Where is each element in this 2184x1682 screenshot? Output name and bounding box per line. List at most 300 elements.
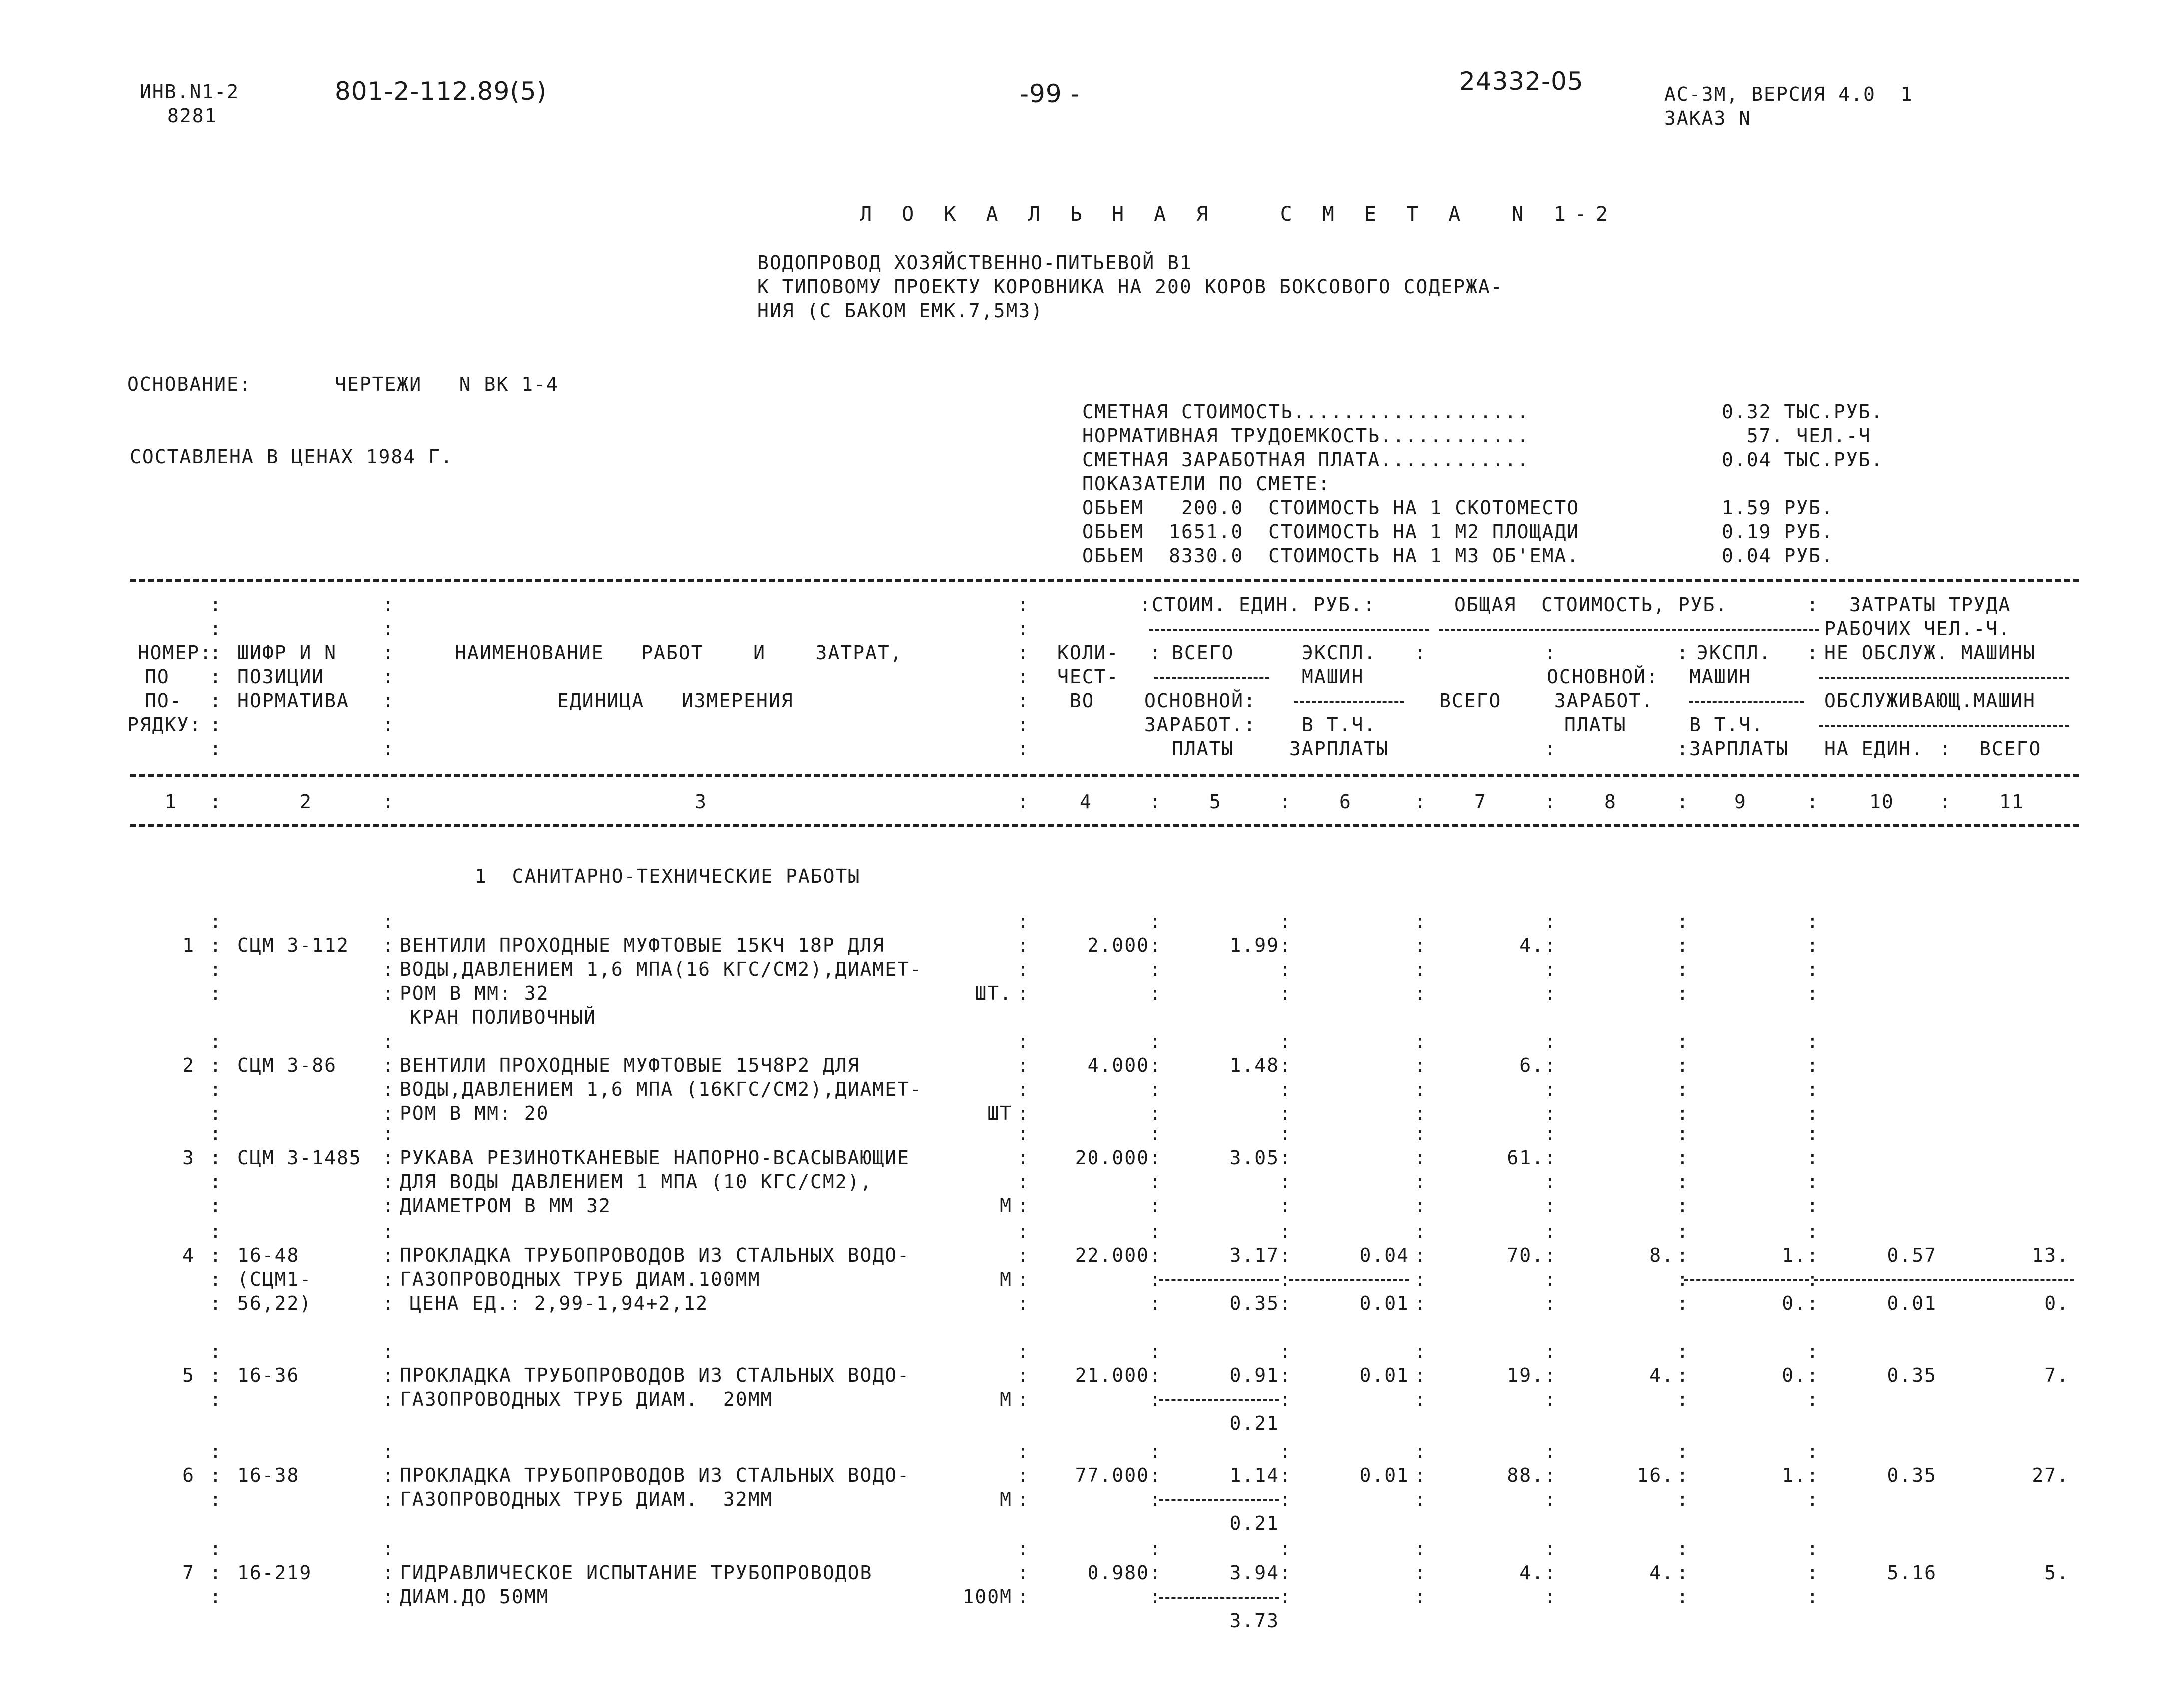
row-separator: : xyxy=(1149,1147,1161,1169)
row-description: ВЕНТИЛИ ПРОХОДНЫЕ МУФТОВЫЕ 15Ч8Р2 ДЛЯ xyxy=(400,1054,860,1076)
row-separator: : xyxy=(1544,910,1556,932)
row-separator: : xyxy=(1149,1388,1161,1410)
row-code: (СЦМ1- xyxy=(237,1268,312,1290)
row-separator: : xyxy=(1279,1586,1291,1608)
header-col11: ВСЕГО xyxy=(1979,738,2042,760)
row-separator: : xyxy=(382,1464,394,1486)
header-separator: : xyxy=(1677,642,1688,664)
row-description: РУКАВА РЕЗИНОТКАНЕВЫЕ НАПОРНО-ВСАСЫВАЮЩИЕ xyxy=(400,1147,910,1169)
row-separator: : xyxy=(382,1054,394,1076)
row-separator: : xyxy=(1677,1123,1688,1145)
row-separator: : xyxy=(1017,1195,1029,1217)
column-number-separator: : xyxy=(1414,791,1426,813)
header-separator: : xyxy=(1017,738,1029,760)
row-note: КРАН ПОЛИВОЧНЫЙ xyxy=(410,1006,597,1028)
row-separator: : xyxy=(1544,1123,1556,1145)
row-separator: : xyxy=(210,1195,221,1217)
row-separator: : xyxy=(210,1220,221,1242)
header-separator: : xyxy=(210,618,221,640)
section-title: 1 САНИТАРНО-ТЕХНИЧЕСКИЕ РАБОТЫ xyxy=(475,865,861,887)
row-separator: : xyxy=(1149,1464,1161,1486)
inventory-code: 8281 xyxy=(167,105,217,127)
header-col8-1: ОСНОВНОЙ: xyxy=(1547,666,1659,688)
row-separator: : xyxy=(1017,982,1029,1004)
row-separator: : xyxy=(1279,1102,1291,1124)
row-total: 19. xyxy=(1507,1364,1544,1386)
row-separator: : xyxy=(210,1388,221,1410)
header-col6-3: В Т.Ч. xyxy=(1302,714,1377,736)
column-number: 8 xyxy=(1604,791,1617,813)
header-separator: : xyxy=(1414,642,1426,664)
row-separator: : xyxy=(1677,1244,1688,1266)
row-separator: : xyxy=(1414,1268,1426,1290)
row-separator: : xyxy=(1149,958,1161,980)
row-separator: : xyxy=(1149,1171,1161,1193)
row-number: 3 xyxy=(182,1147,195,1169)
header-separator: : xyxy=(210,594,221,616)
row-separator: : xyxy=(1807,1364,1818,1386)
row-description: ДИАМЕТРОМ В ММ 32 xyxy=(400,1195,611,1217)
row-separator: : xyxy=(1149,1538,1161,1560)
row-separator: : xyxy=(1544,1340,1556,1362)
row-separator: : xyxy=(210,982,221,1004)
row-separator: : xyxy=(1414,1292,1426,1314)
row-description: ВЕНТИЛИ ПРОХОДНЫЕ МУФТОВЫЕ 15КЧ 18Р ДЛЯ xyxy=(400,934,885,956)
row-number: 4 xyxy=(182,1244,195,1266)
header-col6-1: ЭКСПЛ. xyxy=(1302,642,1377,664)
row-separator: : xyxy=(1544,1538,1556,1560)
row-separator: : xyxy=(1149,1195,1161,1217)
column-number: 5 xyxy=(1209,791,1222,813)
row-separator: : xyxy=(1807,1220,1818,1242)
header-separator: : xyxy=(1017,618,1029,640)
row-separator: : xyxy=(1017,1054,1029,1076)
row-total-wage: 8. xyxy=(1649,1244,1674,1266)
estimate-title: Л О К А Л Ь Н А Я С М Е Т А N 1-2 xyxy=(860,203,1617,226)
column-number: 9 xyxy=(1734,791,1747,813)
summary-label: СМЕТНАЯ ЗАРАБОТНАЯ ПЛАТА............ xyxy=(1082,449,1530,471)
header-separator: : xyxy=(382,666,394,688)
row-machine-divider xyxy=(1289,1279,1409,1281)
column-number: 7 xyxy=(1474,791,1487,813)
row-separator: : xyxy=(1677,1102,1688,1124)
row-description: ГАЗОПРОВОДНЫХ ТРУБ ДИАМ. 20ММ xyxy=(400,1388,773,1410)
row-labor-unit: 0.35 xyxy=(1887,1464,1937,1486)
header-separator: : xyxy=(210,738,221,760)
row-separator: : xyxy=(1017,1538,1029,1560)
summary-value: 1.59 РУБ. xyxy=(1722,497,1834,519)
row-separator: : xyxy=(1149,1440,1161,1462)
row-separator: : xyxy=(1544,1195,1556,1217)
row-separator: : xyxy=(382,1147,394,1169)
header-col10-1: НЕ ОБСЛУЖ. МАШИНЫ xyxy=(1824,642,2036,664)
row-separator: : xyxy=(1149,1364,1161,1386)
row-labor-divider xyxy=(1814,1279,2074,1281)
header-code-3: НОРМАТИВА xyxy=(237,690,349,712)
row-separator: : xyxy=(1017,1562,1029,1584)
row-separator: : xyxy=(1149,1030,1161,1052)
row-separator: : xyxy=(1807,958,1818,980)
row-separator: : xyxy=(1807,1268,1818,1290)
header-col9-1: ЭКСПЛ. xyxy=(1697,642,1772,664)
row-separator: : xyxy=(1807,1292,1818,1314)
row-separator: : xyxy=(1677,1030,1688,1052)
row-separator: : xyxy=(1677,1364,1688,1386)
row-separator: : xyxy=(382,1078,394,1100)
row-separator: : xyxy=(382,1102,394,1124)
header-num-4: РЯДКУ: xyxy=(127,714,202,736)
header-col9-4: ЗАРПЛАТЫ xyxy=(1689,738,1789,760)
row-quantity: 0.980 xyxy=(1087,1562,1149,1584)
column-number: 6 xyxy=(1339,791,1352,813)
row-separator: : xyxy=(1279,1244,1291,1266)
row-separator: : xyxy=(1414,934,1426,956)
row-separator: : xyxy=(1414,982,1426,1004)
header-desc-1: НАИМЕНОВАНИЕ РАБОТ И ЗАТРАТ, xyxy=(455,642,903,664)
row-separator: : xyxy=(1807,1147,1818,1169)
row-separator: : xyxy=(1807,1488,1818,1510)
row-separator: : xyxy=(1414,1078,1426,1100)
row-number: 7 xyxy=(182,1562,195,1584)
header-col6-2: МАШИН xyxy=(1302,666,1364,688)
row-separator: : xyxy=(1149,1292,1161,1314)
row-separator: : xyxy=(1677,1538,1688,1560)
row-unit-divider xyxy=(1159,1399,1279,1401)
header-col10-3: НА ЕДИН. xyxy=(1824,738,1924,760)
row-description: ВОДЫ,ДАВЛЕНИЕМ 1,6 МПА(16 КГС/СМ2),ДИАМЕТ- xyxy=(400,958,922,980)
row-separator: : xyxy=(1677,1220,1688,1242)
row-unit-total: 1.48 xyxy=(1229,1054,1279,1076)
row-description: ПРОКЛАДКА ТРУБОПРОВОДОВ ИЗ СТАЛЬНЫХ ВОДО- xyxy=(400,1244,910,1266)
row-separator: : xyxy=(1677,1078,1688,1100)
column-number-separator: : xyxy=(1279,791,1291,813)
row-separator: : xyxy=(1414,1054,1426,1076)
header-col10-divider-1 xyxy=(1819,677,2069,679)
header-total-cost-divider xyxy=(1439,629,1819,631)
row-separator: : xyxy=(210,1123,221,1145)
header-unit-cost-divider xyxy=(1149,629,1429,631)
row-number: 6 xyxy=(182,1464,195,1486)
table-top-rule xyxy=(130,579,2079,582)
row-total: 61. xyxy=(1507,1147,1544,1169)
row-separator: : xyxy=(382,1364,394,1386)
row-separator: : xyxy=(382,982,394,1004)
row-separator: : xyxy=(1807,1562,1818,1584)
header-mid-rule xyxy=(130,774,2079,777)
row-unit: М xyxy=(1000,1388,1012,1410)
column-number-separator: : xyxy=(1017,791,1029,813)
row-separator: : xyxy=(1149,1244,1161,1266)
header-qty-2: ЧЕСТ- xyxy=(1057,666,1119,688)
row-separator: : xyxy=(1017,958,1029,980)
row-separator: : xyxy=(1149,1078,1161,1100)
row-separator: : xyxy=(382,1440,394,1462)
row-number: 1 xyxy=(182,934,195,956)
row-separator: : xyxy=(1149,1054,1161,1076)
estimate-subtitle-2: К ТИПОВОМУ ПРОЕКТУ КОРОВНИКА НА 200 КОРОВ БОКСОВОГО СОДЕРЖА- xyxy=(757,276,1503,298)
row-labor-total-machine: 0. xyxy=(2044,1292,2069,1314)
row-separator: : xyxy=(210,934,221,956)
row-total-machine: 0. xyxy=(1782,1364,1807,1386)
row-separator: : xyxy=(1017,1340,1029,1362)
row-unit-total: 1.14 xyxy=(1229,1464,1279,1486)
row-separator: : xyxy=(1149,1268,1161,1290)
row-separator: : xyxy=(1677,1054,1688,1076)
row-separator: : xyxy=(1414,1440,1426,1462)
row-separator: : xyxy=(1544,958,1556,980)
header-separator: : xyxy=(382,618,394,640)
summary-value: 0.04 РУБ. xyxy=(1722,545,1834,567)
header-num-3: ПО- xyxy=(145,690,182,712)
row-separator: : xyxy=(210,1030,221,1052)
row-description: РОМ В ММ: 20 xyxy=(400,1102,549,1124)
row-separator: : xyxy=(1807,910,1818,932)
row-separator: : xyxy=(1414,1147,1426,1169)
row-separator: : xyxy=(1017,1440,1029,1462)
row-note: ЦЕНА ЕД.: 2,99-1,94+2,12 xyxy=(410,1292,709,1314)
summary-label: НОРМАТИВНАЯ ТРУДОЕМКОСТЬ............ xyxy=(1082,425,1530,447)
row-separator: : xyxy=(210,1586,221,1608)
row-total-machine-divider xyxy=(1684,1279,1809,1281)
row-separator: : xyxy=(382,1220,394,1242)
row-separator: : xyxy=(1414,1244,1426,1266)
row-separator: : xyxy=(1279,1054,1291,1076)
row-unit-divider xyxy=(1159,1499,1279,1501)
header-separator: : xyxy=(382,690,394,712)
header-separator: : xyxy=(382,714,394,736)
row-unit-total: 0.91 xyxy=(1229,1364,1279,1386)
row-separator: : xyxy=(210,1244,221,1266)
column-number-separator: : xyxy=(382,791,394,813)
row-separator: : xyxy=(1544,1464,1556,1486)
row-separator: : xyxy=(1677,1147,1688,1169)
header-col5-1: ВСЕГО xyxy=(1172,642,1234,664)
row-separator: : xyxy=(1017,1268,1029,1290)
row-total-wage: 16. xyxy=(1637,1464,1674,1486)
row-labor-unit: 0.57 xyxy=(1887,1244,1937,1266)
row-separator: : xyxy=(1807,1054,1818,1076)
row-separator: : xyxy=(1414,1340,1426,1362)
header-separator: : xyxy=(210,714,221,736)
row-unit-total: 3.17 xyxy=(1229,1244,1279,1266)
row-separator: : xyxy=(210,910,221,932)
column-number: 3 xyxy=(695,791,707,813)
row-separator: : xyxy=(1807,1123,1818,1145)
header-separator: : xyxy=(210,642,221,664)
header-col5-2: ОСНОВНОЙ: xyxy=(1144,690,1256,712)
row-separator: : xyxy=(1279,1123,1291,1145)
row-description: ДИАМ.ДО 50ММ xyxy=(400,1586,549,1608)
row-quantity: 4.000 xyxy=(1087,1054,1149,1076)
header-col9-2: МАШИН xyxy=(1689,666,1752,688)
column-number: 2 xyxy=(300,791,312,813)
row-description: ПРОКЛАДКА ТРУБОПРОВОДОВ ИЗ СТАЛЬНЫХ ВОДО- xyxy=(400,1364,910,1386)
header-separator: : xyxy=(1149,642,1161,664)
row-unit: ШТ. xyxy=(975,982,1012,1004)
row-separator: : xyxy=(1279,1538,1291,1560)
row-separator: : xyxy=(1677,1440,1688,1462)
row-separator: : xyxy=(382,958,394,980)
row-labor-total: 13. xyxy=(2032,1244,2069,1266)
row-separator: : xyxy=(1149,1488,1161,1510)
row-separator: : xyxy=(1807,1195,1818,1217)
row-separator: : xyxy=(1279,1488,1291,1510)
summary-value: 57. ЧЕЛ.-Ч xyxy=(1722,425,1871,447)
row-separator: : xyxy=(1544,1292,1556,1314)
row-separator: : xyxy=(1279,1340,1291,1362)
header-separator: : xyxy=(1544,642,1556,664)
row-labor-unit: 0.35 xyxy=(1887,1364,1937,1386)
row-total-wage: 4. xyxy=(1649,1364,1674,1386)
row-separator: : xyxy=(1677,1562,1688,1584)
header-separator: : xyxy=(1017,666,1029,688)
row-separator: : xyxy=(1279,1195,1291,1217)
summary-value: 0.04 ТЫС.РУБ. xyxy=(1722,449,1884,471)
row-description: ДЛЯ ВОДЫ ДАВЛЕНИЕМ 1 МПА (10 КГС/СМ2), xyxy=(400,1171,873,1193)
row-description: ПРОКЛАДКА ТРУБОПРОВОДОВ ИЗ СТАЛЬНЫХ ВОДО- xyxy=(400,1464,910,1486)
row-separator: : xyxy=(1414,1562,1426,1584)
column-number-separator: : xyxy=(1939,791,1951,813)
row-code: СЦМ 3-86 xyxy=(237,1054,337,1076)
row-separator: : xyxy=(1807,1464,1818,1486)
row-separator: : xyxy=(1414,1030,1426,1052)
row-separator: : xyxy=(1017,1078,1029,1100)
header-separator: : xyxy=(1544,738,1556,760)
row-unit: М xyxy=(1000,1268,1012,1290)
row-separator: : xyxy=(1017,1220,1029,1242)
row-unit-divider xyxy=(1159,1279,1279,1281)
header-separator: : xyxy=(1017,594,1029,616)
row-total-machine: 1. xyxy=(1782,1464,1807,1486)
header-col9-divider xyxy=(1689,701,1804,703)
row-separator: : xyxy=(210,1488,221,1510)
row-description: ГАЗОПРОВОДНЫХ ТРУБ ДИАМ. 32ММ xyxy=(400,1488,773,1510)
row-separator: : xyxy=(1544,1220,1556,1242)
row-separator: : xyxy=(1807,1078,1818,1100)
row-separator: : xyxy=(382,1292,394,1314)
row-total-machine-wage: 0. xyxy=(1782,1292,1807,1314)
row-separator: : xyxy=(382,1562,394,1584)
row-separator: : xyxy=(1544,1030,1556,1052)
header-col10-divider-2 xyxy=(1819,725,2069,727)
row-total: 4. xyxy=(1519,1562,1544,1584)
row-unit-machine: 0.01 xyxy=(1359,1364,1409,1386)
row-code: 56,22) xyxy=(237,1292,312,1314)
row-separator: : xyxy=(1544,1364,1556,1386)
header-separator: : xyxy=(382,642,394,664)
header-bottom-rule xyxy=(130,824,2079,827)
row-separator: : xyxy=(1677,1464,1688,1486)
summary-label: ОБЬЕМ 200.0 СТОИМОСТЬ НА 1 СКОТОМЕСТО xyxy=(1082,497,1580,519)
row-separator: : xyxy=(1279,1030,1291,1052)
row-separator: : xyxy=(1677,982,1688,1004)
header-col8-3: ПЛАТЫ xyxy=(1564,714,1627,736)
row-separator: : xyxy=(1279,958,1291,980)
row-separator: : xyxy=(1544,1171,1556,1193)
row-unit-wage: 3.73 xyxy=(1229,1610,1279,1632)
header-col6-4: ЗАРПЛАТЫ xyxy=(1289,738,1389,760)
header-separator: : xyxy=(1939,738,1951,760)
row-separator: : xyxy=(1677,934,1688,956)
row-separator: : xyxy=(210,1440,221,1462)
row-separator: : xyxy=(382,934,394,956)
header-col10-2: ОБСЛУЖИВАЮЩ.МАШИН xyxy=(1824,690,2036,712)
header-desc-2: ЕДИНИЦА ИЗМЕРЕНИЯ xyxy=(557,690,794,712)
row-unit: 100М xyxy=(962,1586,1012,1608)
row-separator: : xyxy=(1149,1340,1161,1362)
row-code: 16-48 xyxy=(237,1244,300,1266)
row-separator: : xyxy=(1544,1440,1556,1462)
basis-label: ОСНОВАНИЕ: xyxy=(127,373,252,395)
header-unit-cost-title: :СТОИМ. ЕДИН. РУБ.: xyxy=(1139,594,1376,616)
row-separator: : xyxy=(382,1388,394,1410)
row-separator: : xyxy=(1017,1147,1029,1169)
row-separator: : xyxy=(1017,1464,1029,1486)
row-separator: : xyxy=(1279,1364,1291,1386)
inventory-number: ИНВ.N1-2 xyxy=(140,81,240,103)
row-separator: : xyxy=(1544,1488,1556,1510)
header-separator: : xyxy=(1807,594,1818,616)
row-code: СЦМ 3-112 xyxy=(237,934,349,956)
row-separator: : xyxy=(1279,1220,1291,1242)
row-code: 16-36 xyxy=(237,1364,300,1386)
header-separator: : xyxy=(382,594,394,616)
row-description: ВОДЫ,ДАВЛЕНИЕМ 1,6 МПА (16КГС/СМ2),ДИАМЕТ- xyxy=(400,1078,922,1100)
row-separator: : xyxy=(1414,1488,1426,1510)
row-labor-total: 7. xyxy=(2044,1364,2069,1386)
row-separator: : xyxy=(1017,1171,1029,1193)
header-separator: : xyxy=(210,666,221,688)
row-separator: : xyxy=(210,1102,221,1124)
row-unit-machine-wage: 0.01 xyxy=(1359,1292,1409,1314)
header-separator: : xyxy=(1017,642,1029,664)
row-separator: : xyxy=(1807,1030,1818,1052)
row-separator: : xyxy=(1149,1102,1161,1124)
program-version: АС-3М, ВЕРСИЯ 4.0 1 xyxy=(1664,83,1913,105)
column-number-separator: : xyxy=(1544,791,1556,813)
row-separator: : xyxy=(1279,1268,1291,1290)
row-separator: : xyxy=(382,1488,394,1510)
header-col8-2: ЗАРАБОТ. xyxy=(1554,690,1654,712)
row-separator: : xyxy=(1149,910,1161,932)
header-code-1: ШИФР И N xyxy=(237,642,337,664)
summary-label: ОБЬЕМ 8330.0 СТОИМОСТЬ НА 1 М3 ОБ'ЕМА. xyxy=(1082,545,1580,567)
row-quantity: 21.000 xyxy=(1075,1364,1149,1386)
header-col5-4: ПЛАТЫ xyxy=(1172,738,1234,760)
row-separator: : xyxy=(1279,1171,1291,1193)
row-separator: : xyxy=(1807,1586,1818,1608)
row-total-machine: 1. xyxy=(1782,1244,1807,1266)
row-separator: : xyxy=(1807,1244,1818,1266)
row-separator: : xyxy=(1017,1244,1029,1266)
row-separator: : xyxy=(210,1268,221,1290)
row-separator: : xyxy=(382,1030,394,1052)
header-separator: : xyxy=(1677,738,1688,760)
row-separator: : xyxy=(1414,1464,1426,1486)
summary-value: 0.19 РУБ. xyxy=(1722,521,1834,543)
row-separator: : xyxy=(382,1340,394,1362)
row-separator: : xyxy=(1544,982,1556,1004)
row-separator: : xyxy=(1414,1388,1426,1410)
summary-label: ПОКАЗАТЕЛИ ПО СМЕТЕ: xyxy=(1082,473,1331,495)
row-separator: : xyxy=(210,1464,221,1486)
row-separator: : xyxy=(1149,1562,1161,1584)
row-separator: : xyxy=(1414,1538,1426,1560)
column-number: 4 xyxy=(1080,791,1092,813)
row-total: 88. xyxy=(1507,1464,1544,1486)
row-separator: : xyxy=(1807,1171,1818,1193)
row-separator: : xyxy=(1544,1147,1556,1169)
